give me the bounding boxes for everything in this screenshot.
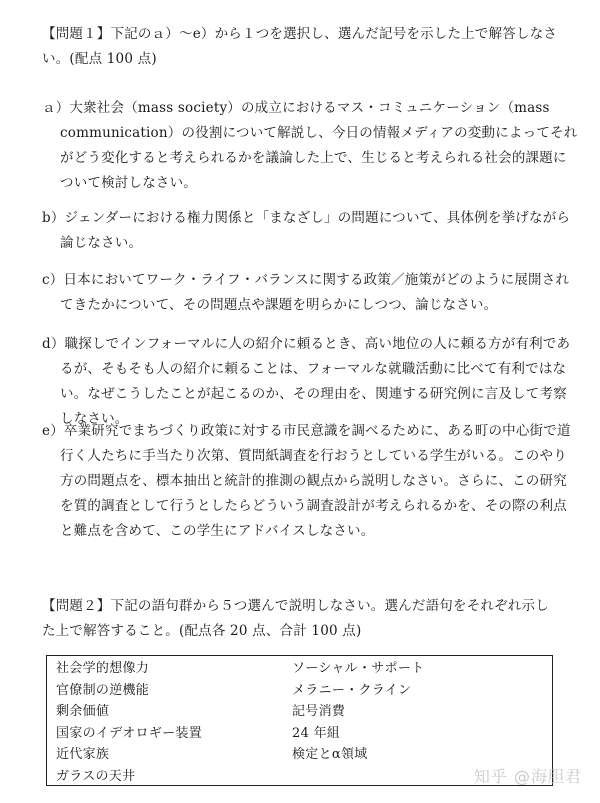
item-label: d） bbox=[42, 336, 65, 352]
question1-item-b bbox=[42, 206, 580, 256]
item-text: 日本においてワーク・ライフ・バランスに関する政策／施策がどのように展開されてきたかについて、その問題点や課題を明らかにしつつ、論じなさい。 bbox=[60, 272, 570, 313]
question1-heading: 【問題１】下記のａ）〜e）から１つを選択し、選んだ記号を示した上で解答しなさい。(配点 100 点) bbox=[42, 26, 558, 67]
question1-item-a bbox=[42, 96, 580, 196]
item-text: 職探しでインフォーマルに人の紹介に頼るとき、高い地位の人に頼る方が有利であるが、そもそも人の紹介に頼ることは、フォーマルな就職活動に比べて有利ではない。なぜこうしたことが起こるのか、その理由を、関連する研究例に言及して考察しなさい。 bbox=[60, 336, 571, 427]
term-item: 官僚制の逆機能 bbox=[56, 682, 150, 698]
term-item: 国家のイデオロギー装置 bbox=[56, 725, 203, 741]
item-text: 大衆社会（mass society）の成立におけるマス・コミュニケーション（mass communication）の役割について解説し、今日の情報メディアの変動によってそれがどう変化すると考えられるかを議論した上で、生じると考えられる社会的課題について検討しなさい。 bbox=[60, 100, 578, 191]
term-item: 24 年組 bbox=[292, 725, 341, 741]
question1-item-e bbox=[42, 419, 580, 544]
term-item: 社会学的想像力 bbox=[56, 661, 150, 676]
term-item: 検定とα領域 bbox=[292, 747, 368, 762]
question1-item-c bbox=[42, 268, 580, 318]
item-text: ジェンダーにおける権力関係と「まなざし」の問題について、具体例を挙げながら論じなさい。 bbox=[60, 210, 571, 251]
question2-heading: 【問題２】下記の語句群から５つ選んで説明しなさい。選んだ語句をそれぞれ示した上で解答すること。(配点各 20 点、合計 100 点) bbox=[42, 598, 549, 639]
item-label: b） bbox=[42, 210, 65, 226]
watermark: 知乎 @海胆君 bbox=[473, 767, 582, 786]
term-item: 近代家族 bbox=[56, 747, 110, 762]
question1-item-d bbox=[42, 332, 580, 432]
item-label: ａ） bbox=[42, 100, 70, 116]
item-label: c） bbox=[42, 272, 64, 288]
term-item: 剰余価値 bbox=[56, 704, 110, 719]
item-text: 卒業研究でまちづくり政策に対する市民意識を調べるために、ある町の中心街で道行く人たちに手当たり次第、質問紙調査を行おうとしている学生がいる。このやり方の問題点を、標本抽出と統計的推測の観点から説明しなさい。さらに、この研究を質的調査として行うとしたらどういう調査設計が考えられるかを、その際の利点と難点を含めて、この学生にアドバイスしなさい。 bbox=[60, 423, 571, 539]
terms-column-left bbox=[56, 658, 202, 787]
item-label: e） bbox=[42, 423, 64, 439]
terms-column-right bbox=[292, 658, 424, 766]
term-item: ソーシャル・サポート bbox=[292, 661, 425, 676]
term-item: メラニー・クライン bbox=[292, 682, 412, 698]
term-item: ガラスの天井 bbox=[56, 768, 136, 784]
term-item: 記号消費 bbox=[292, 704, 346, 719]
